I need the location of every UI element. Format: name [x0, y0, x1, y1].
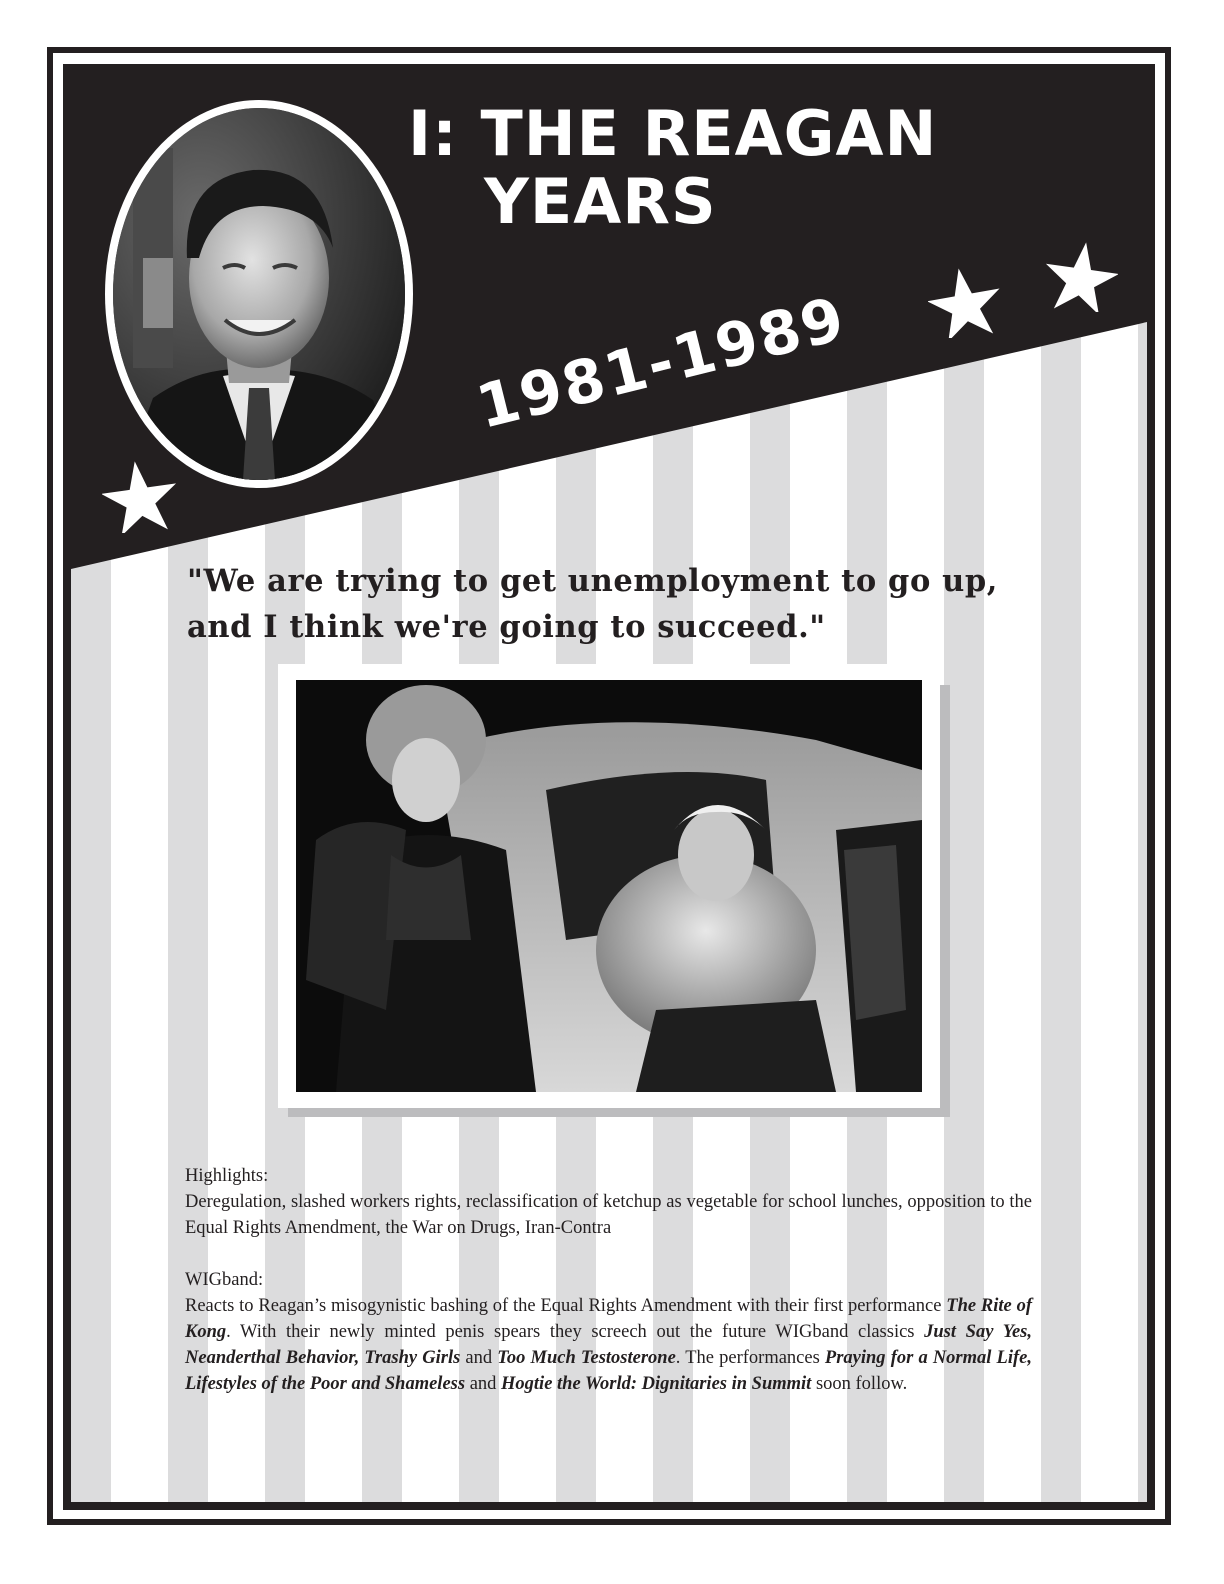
- song-titles: Just Say Yes, Neanderthal Behavior, Trashy Girls: [185, 1322, 1032, 1368]
- highlights-heading: Highlights:: [185, 1166, 269, 1186]
- highlights-text: Deregulation, slashed workers rights, reclassification of ketchup as vegetable for school lunches, opposition to the Equal Rights Amendment, the War on Drugs, Iran-Contra: [185, 1192, 1032, 1238]
- wigband-heading: WIGband:: [185, 1270, 264, 1290]
- star-icon: [928, 268, 1002, 338]
- star-icon: [102, 461, 178, 533]
- photo-image: [296, 680, 922, 1092]
- performance-title: The Rite of Kong: [185, 1296, 1032, 1342]
- wigband-text-2: . With their newly minted penis spears they screech out the future WIGband classics: [226, 1322, 925, 1342]
- title-line-1: I: THE REAGAN: [408, 97, 938, 170]
- title-line-2: YEARS: [484, 165, 717, 238]
- wigband-text-5: and: [465, 1374, 502, 1394]
- song-title: Too Much Testosterone: [497, 1348, 676, 1368]
- performance-titles: Praying for a Normal Life, Lifestyles of the Poor and Shameless: [185, 1348, 1032, 1394]
- wigband-text-6: soon follow.: [811, 1374, 908, 1394]
- performance-title: Hogtie the World: Dignitaries in Summit: [501, 1374, 812, 1394]
- wigband-text-4: . The performances: [675, 1348, 825, 1368]
- body-text: [185, 1163, 1032, 1397]
- portrait-image: [113, 108, 405, 480]
- wigband-text: [185, 1293, 1032, 1397]
- wigband-text-3: and: [460, 1348, 498, 1368]
- years-label: 1981-1989: [470, 283, 853, 443]
- limousine-photo: [296, 680, 922, 1092]
- wigband-text-1: Reacts to Reagan’s misogynistic bashing of the Equal Rights Amendment with their first performance: [185, 1296, 947, 1316]
- reagan-quote: "We are trying to get unemployment to go up, and I think we're going to succeed.": [187, 563, 999, 645]
- reagan-portrait: [113, 108, 405, 480]
- star-icon: [1044, 242, 1118, 312]
- page-title: [408, 97, 938, 238]
